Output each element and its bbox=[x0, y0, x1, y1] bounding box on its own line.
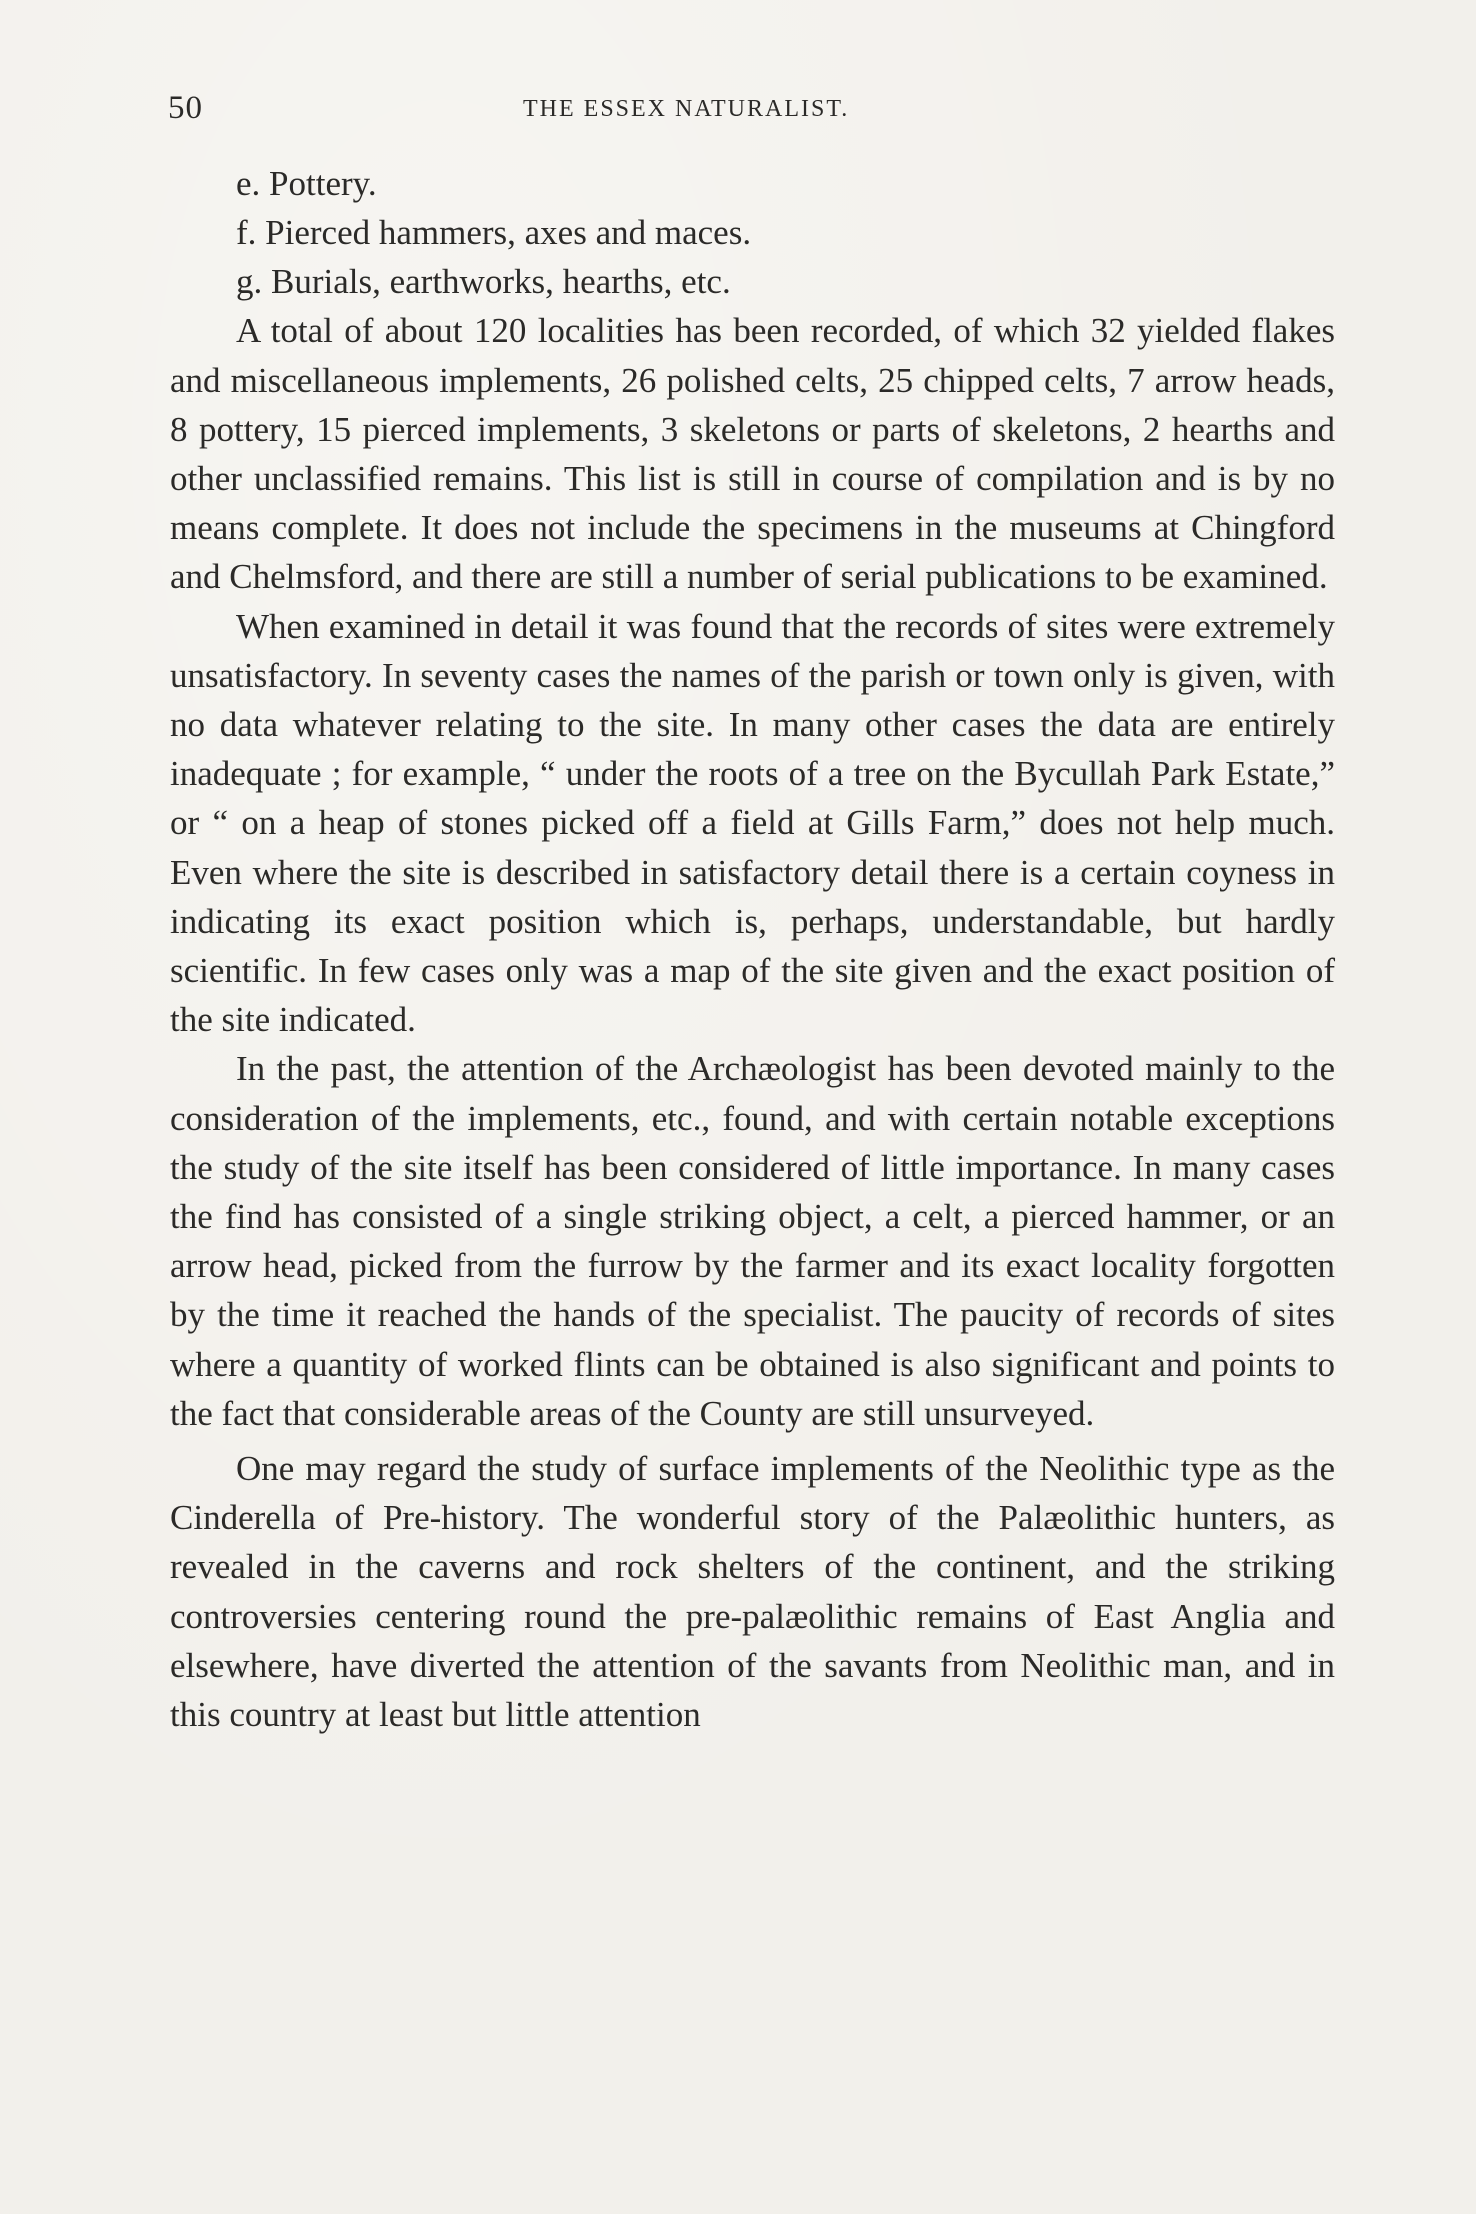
running-head: THE ESSEX NATURALIST. bbox=[523, 96, 850, 122]
list-item: g. Burials, earthworks, hearths, etc. bbox=[236, 261, 731, 301]
list-item: e. Pottery. bbox=[236, 164, 377, 203]
paragraph: A total of about 120 localities has been recorded, of which 32 yielded flakes and miscellaneous implements, 26 polished celts, 25 chipped celts, 7 arrow heads, 8 pottery, 15 pierced implements, 3 skeletons or parts of skeletons, 2 hearths and other unclassified remains. This list is still in course of compilation and is by no means complete. It does not include the specimens in the museums at Chingford and Chelmsford, and there are still a number of serial publications to be examined. bbox=[170, 311, 1335, 597]
paragraph: One may regard the study of surface implements of the Neolithic type as the Cinderella of Pre-history. The wonderful story of the Palæolithic hunters, as revealed in the caverns and rock shelters of the continent, and the striking controversies centering round the pre-palæolithic remains of East Anglia and elsewhere, have diverted the attention of the savants from Neolithic man, and in this country at least but little attention bbox=[170, 1449, 1335, 1735]
page-header bbox=[168, 90, 1333, 130]
page-number: 50 bbox=[168, 90, 203, 126]
list-item: f. Pierced hammers, axes and maces. bbox=[236, 212, 752, 252]
body-text bbox=[170, 160, 1335, 1739]
paragraph: When examined in detail it was found that the records of sites were extremely unsatisfactory. In seventy cases the names of the parish or town only is given, with no data whatever relating to the site. In many other cases the data are entirely inadequate ; for example, “ under the roots of a tree on the Bycullah Park Estate,” or “ on a heap of stones picked off a field at Gills Farm,” does not help much. Even where the site is described in satisfactory detail there is a certain coyness in indicating its exact position which is, perhaps, understandable, but hardly scientific. In few cases only was a map of the site given and the exact position of the site indicated. bbox=[170, 606, 1335, 1040]
paragraph: In the past, the attention of the Archæologist has been devoted mainly to the consideration of the implements, etc., found, and with certain notable exceptions the study of the site itself has been considered of little importance. In many cases the find has consisted of a single striking object, a celt, a pierced hammer, or an arrow head, picked from the furrow by the farmer and its exact locality forgotten by the time it reached the hands of the specialist. The paucity of records of sites where a quantity of worked flints can be obtained is also significant and points to the fact that considerable areas of the County are still unsurveyed. bbox=[170, 1049, 1335, 1433]
